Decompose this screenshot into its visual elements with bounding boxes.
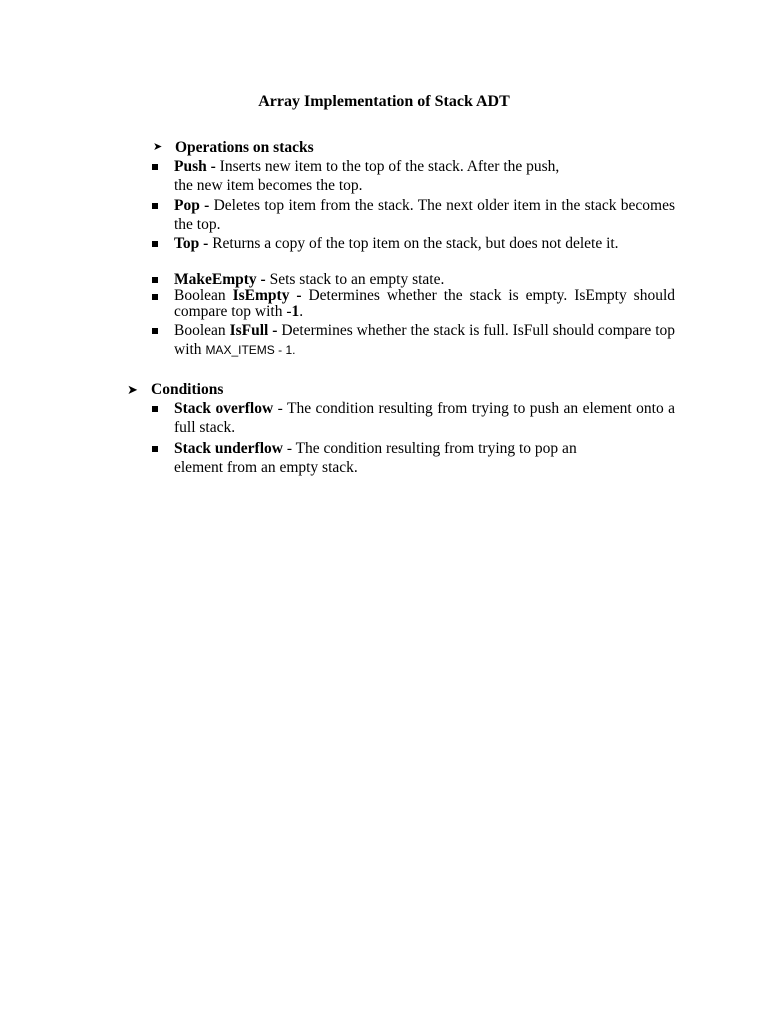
pop-term: Pop - <box>174 197 210 214</box>
square-bullet-icon <box>152 406 158 412</box>
stack-underflow-text-line1: - The condition resulting from trying to pop an <box>286 440 577 457</box>
square-bullet-icon <box>152 241 158 247</box>
pop-text: Deletes top item from the stack. The next older item in the stack becomes the top. <box>174 197 676 233</box>
stack-overflow-text: - The condition resulting from trying to push an element onto a full stack. <box>174 400 676 436</box>
conditions-heading: Conditions <box>151 381 224 398</box>
pop-item <box>174 196 675 234</box>
push-text-line2: the new item becomes the top. <box>174 177 363 194</box>
make-empty-text: Sets stack to an empty state. <box>269 271 445 288</box>
is-full-term: IsFull - <box>229 322 278 339</box>
page-title: Array Implementation of Stack ADT <box>258 93 510 110</box>
square-bullet-icon <box>152 328 158 334</box>
square-bullet-icon <box>152 294 158 300</box>
is-empty-term: IsEmpty - <box>232 287 302 304</box>
is-full-value: MAX_ITEMS - 1. <box>205 343 296 357</box>
push-item <box>174 157 675 195</box>
square-bullet-icon <box>152 203 158 209</box>
is-full-item <box>174 321 675 360</box>
square-bullet-icon <box>152 277 158 283</box>
is-full-text: Determines whether the stack is full. IsFull should compare top with <box>174 322 675 358</box>
arrow-bullet-icon: ➤ <box>153 141 163 153</box>
is-empty-text: Determines whether the stack is empty. IsEmpty should compare top with - <box>174 287 675 320</box>
make-empty-term: MakeEmpty - <box>174 271 266 288</box>
arrow-bullet-icon: ➤ <box>127 382 138 397</box>
is-full-prefix: Boolean <box>174 322 226 339</box>
is-empty-item <box>174 288 675 320</box>
is-empty-value: 1 <box>291 303 300 320</box>
stack-underflow-item <box>174 439 675 477</box>
is-empty-end: . <box>299 303 304 320</box>
stack-overflow-item <box>174 399 675 437</box>
square-bullet-icon <box>152 446 158 452</box>
square-bullet-icon <box>152 164 158 170</box>
top-item <box>174 234 675 253</box>
top-text: Returns a copy of the top item on the stack, but does not delete it. <box>212 235 619 252</box>
top-term: Top - <box>174 235 209 252</box>
push-term: Push - <box>174 158 216 175</box>
stack-overflow-term: Stack overflow <box>174 400 274 417</box>
stack-underflow-term: Stack underflow <box>174 440 283 457</box>
push-text-line1: Inserts new item to the top of the stack. After the push, <box>219 158 560 175</box>
operations-heading: Operations on stacks <box>175 139 314 156</box>
stack-underflow-text-line2: element from an empty stack. <box>174 459 358 476</box>
is-empty-prefix: Boolean <box>174 287 226 304</box>
